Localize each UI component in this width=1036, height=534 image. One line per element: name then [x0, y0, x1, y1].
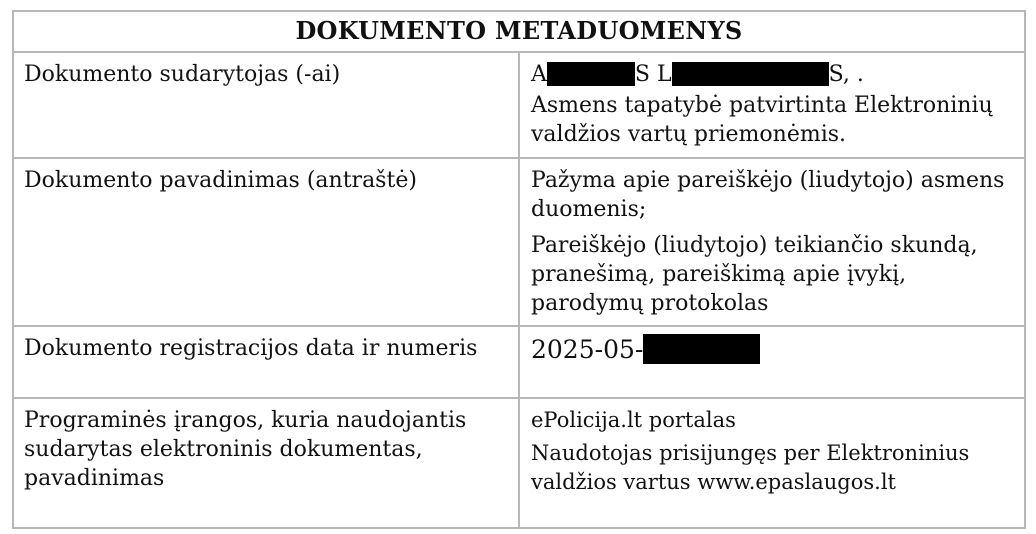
title-row [13, 11, 1025, 52]
row-value-title [519, 158, 1025, 326]
metadata-table [12, 10, 1026, 529]
table-row [13, 398, 1025, 528]
row-value-registration [519, 326, 1025, 398]
table-row [13, 158, 1025, 326]
author-name [531, 60, 1014, 89]
identity-note: Asmens tapatybė patvirtinta Elektroninių valdžios vartų priemonėmis. [531, 93, 993, 147]
login-note: Naudotojas prisijungęs per Elektroninius valdžios vartus www.epaslaugos.lt [531, 441, 970, 494]
registration-date [531, 334, 1014, 365]
row-value-software [519, 398, 1025, 528]
row-value-author [519, 52, 1025, 158]
document-title-2: Pareiškėjo (liudytojo) teikiančio skundą, pranešimą, pareiškimą apie įvykį, parodymų protokolas [531, 233, 978, 316]
document-title-1: Pažyma apie pareiškėjo (liudytojo) asmens duomenis; [531, 168, 1005, 222]
redaction-block [547, 62, 635, 86]
table-row [13, 326, 1025, 398]
software-name: ePolicija.lt portalas [531, 408, 736, 432]
redaction-block [672, 62, 829, 86]
row-label-registration: Dokumento registracijos data ir numeris [13, 326, 519, 398]
registration-date-prefix: 2025-05- [531, 335, 644, 364]
author-name-middle: S L [634, 62, 672, 87]
row-label-author: Dokumento sudarytojas (-ai) [13, 52, 519, 158]
author-name-start: A [531, 62, 547, 87]
table-title: DOKUMENTO METADUOMENYS [13, 11, 1025, 52]
table-row [13, 52, 1025, 158]
author-name-end: S, . [828, 62, 864, 87]
row-label-title: Dokumento pavadinimas (antraštė) [13, 158, 519, 326]
row-label-software: Programinės įrangos, kuria naudojantis sudarytas elektroninis dokumentas, pavadinimas [13, 398, 519, 528]
redaction-block [643, 334, 760, 364]
